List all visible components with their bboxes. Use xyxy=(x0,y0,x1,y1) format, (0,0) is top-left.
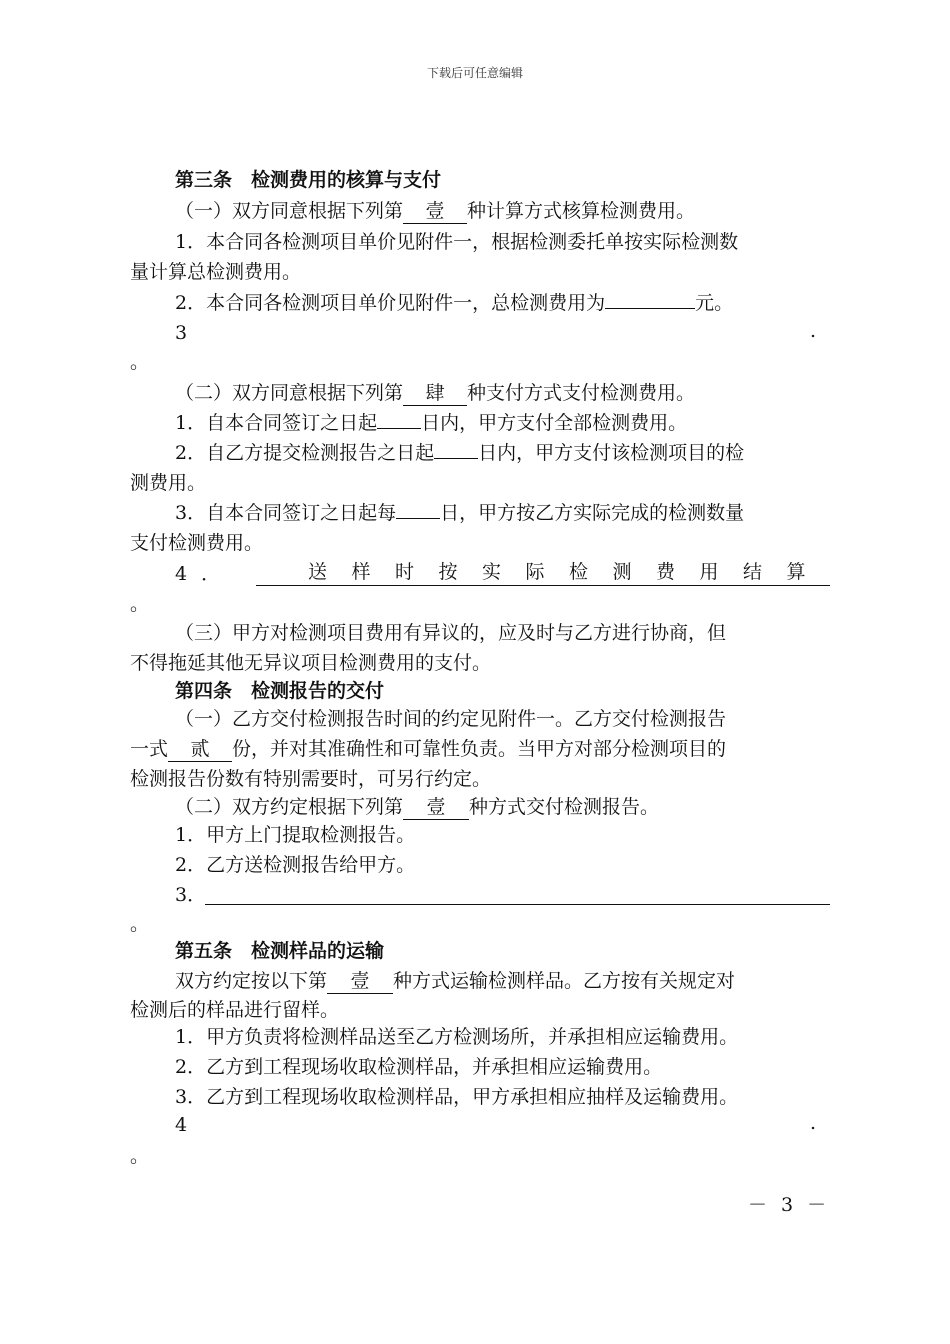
art4-para1: （一）乙方交付检测报告时间的约定见附件一。乙方交付检测报告 xyxy=(175,708,727,730)
art3-pay-item4-end: 。 xyxy=(130,593,150,615)
art3-para3-cont: 不得拖延其他无异议项目检测费用的支付。 xyxy=(130,652,492,674)
art4-item3-blank xyxy=(205,904,830,905)
art4-para1-cont: 一式 贰 份，并对其准确性和可靠性负责。当甲方对部分检测项目的 xyxy=(130,738,727,760)
page-header: 下载后可任意编辑 xyxy=(426,66,523,80)
art3-item1: 1．本合同各检测项目单价见附件一，根据检测委托单按实际检测数 xyxy=(175,231,739,253)
art3-item2: 2．本合同各检测项目单价见附件一，总检测费用为 元。 xyxy=(175,292,734,314)
art3-item3-number: 3 xyxy=(175,322,188,344)
page-number: － 3 － xyxy=(748,1194,831,1216)
art5-item1: 1．甲方负责将检测样品送至乙方检测场所，并承担相应运输费用。 xyxy=(175,1026,739,1048)
art4-item3: 3． xyxy=(175,884,207,906)
art3-pay-item3: 3．自本合同签订之日起每 日，甲方按乙方实际完成的检测数量 xyxy=(175,502,745,524)
art3-pay-item3-cont: 支付检测费用。 xyxy=(130,532,264,554)
fill-blank: 壹 xyxy=(403,199,467,224)
art3-pay-item2-cont: 测费用。 xyxy=(130,472,207,494)
art5-item4-end: 。 xyxy=(130,1145,150,1167)
fill-blank xyxy=(377,428,421,429)
fill-blank: 肆 xyxy=(403,381,467,406)
fill-blank xyxy=(434,458,478,459)
article-5-title: 第五条 检测样品的运输 xyxy=(175,940,385,962)
article-3-title: 第三条 检测费用的核算与支付 xyxy=(175,169,442,191)
art3-item3-end: 。 xyxy=(130,351,150,373)
art3-item1-cont: 量计算总检测费用。 xyxy=(130,261,302,283)
art4-item3-end: 。 xyxy=(130,913,150,935)
fill-blank: 壹 xyxy=(403,795,469,820)
art4-item2: 2．乙方送检测报告给甲方。 xyxy=(175,854,416,876)
art5-item4-dot: . xyxy=(810,1112,817,1134)
art5-item2: 2．乙方到工程现场收取检测样品，并承担相应运输费用。 xyxy=(175,1056,663,1078)
art3-para1: （一）双方同意根据下列第 壹 种计算方式核算检测费用。 xyxy=(175,200,696,222)
art3-para3: （三）甲方对检测项目费用有异议的，应及时与乙方进行协商，但 xyxy=(175,622,727,644)
fill-blank: 贰 xyxy=(168,737,232,762)
fill-blank xyxy=(396,518,440,519)
article-4-title: 第四条 检测报告的交付 xyxy=(175,680,385,702)
fill-blank: 壹 xyxy=(327,969,393,994)
art4-item1: 1．甲方上门提取检测报告。 xyxy=(175,824,416,846)
art4-para1-cont2: 检测报告份数有特别需要时，可另行约定。 xyxy=(130,768,492,790)
fill-blank xyxy=(605,308,695,309)
art5-para1-cont: 检测后的样品进行留样。 xyxy=(130,999,340,1021)
art3-pay-item4-text: 送样时按实际检测费用结算 xyxy=(256,559,830,586)
art5-item4-number: 4 xyxy=(175,1114,188,1136)
art4-para2: （二）双方约定根据下列第 壹 种方式交付检测报告。 xyxy=(175,796,660,818)
art3-para2: （二）双方同意根据下列第 肆 种支付方式支付检测费用。 xyxy=(175,382,696,404)
art3-item3-dot: . xyxy=(810,320,817,342)
art3-pay-item1: 1．自本合同签订之日起 日内，甲方支付全部检测费用。 xyxy=(175,412,688,434)
art5-item3: 3．乙方到工程现场收取检测样品，甲方承担相应抽样及运输费用。 xyxy=(175,1086,739,1108)
art3-pay-item2: 2．自乙方提交检测报告之日起 日内，甲方支付该检测项目的检 xyxy=(175,442,745,464)
art5-para1: 双方约定按以下第 壹 种方式运输检测样品。乙方按有关规定对 xyxy=(175,970,736,992)
art3-pay-item4: 4 ． xyxy=(175,563,221,585)
